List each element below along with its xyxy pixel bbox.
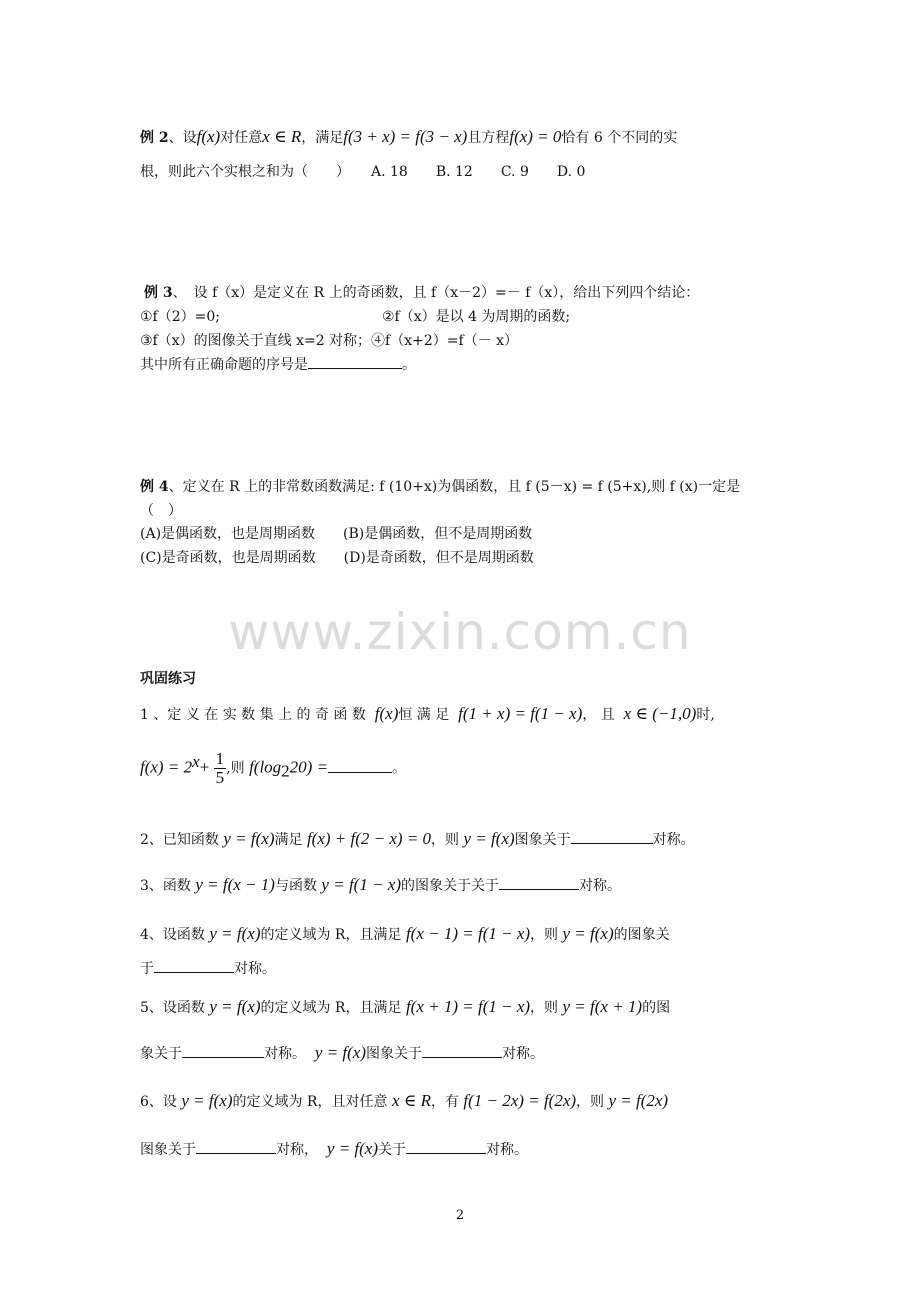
math: f(x) = 2 [140,757,193,777]
math: f(x) [374,704,399,723]
example-3-label: 例 3 [144,285,173,301]
example-2-label: 例 2 [140,130,169,146]
answer-blank[interactable] [328,758,392,773]
math: y = f(x) [209,997,261,1016]
text: 且方程 [467,130,510,146]
practice-title: 巩固练习 [140,671,196,687]
example-4-options-ab: (A)是偶函数，也是周期函数 (B)是偶函数，但不是周期函数 [140,526,533,542]
text: 其中所有正确命题的序号是 [140,357,308,373]
text: 与函数 [274,878,317,894]
math: f(3 + x) = f(3 − x) [343,127,468,146]
text: ，则 [530,927,559,943]
answer-blank[interactable] [308,354,402,369]
fraction [214,750,227,787]
text: 、 设 f（x）是定义在 R 上的奇函数，且 f（x－2）=－ f（x），给出下列四个结论： [172,285,700,301]
answer-blank[interactable] [406,1139,486,1154]
text: 对称。 [264,1046,306,1062]
text: 1 、定 义 在 实 数 集 上 的 奇 函 数 [140,707,366,723]
text: 。 [392,760,407,777]
practice-4-line-1 [140,923,670,946]
example-3-conclusion-1: ①f（2）=0; [140,309,220,325]
practice-5-line-2 [140,1042,544,1065]
math: y = f(x) [223,829,275,848]
practice-4-line-2 [140,958,276,980]
text: 的图 [642,1000,671,1016]
practice-1-line-2 [140,748,406,787]
text: 的图象关于关于 [401,878,500,894]
text: ，则 [576,1094,605,1110]
practice-5-line-1 [140,996,670,1019]
math: y = f(x) [209,924,261,943]
math: y = f(x + 1) [562,997,643,1016]
watermark: www.zixin.com.cn [228,603,692,661]
text: 的定义域为 R，且满足 [260,1000,402,1016]
example-3-question [140,354,416,376]
answer-blank[interactable] [422,1043,502,1058]
text: 恒 满 足 [398,707,450,723]
text: 于 [140,961,154,977]
example-3-conclusion-2: ②f（x）是以 4 为周期的函数; [382,309,571,325]
practice-6-line-2 [140,1138,528,1161]
example-2-line-1 [140,126,677,149]
text: 对称。 [234,961,276,977]
math: y = f(1 − x) [321,875,402,894]
text: 5、设函数 [140,1000,205,1016]
text: 。 [402,357,416,373]
math: y = f(x) [463,829,515,848]
answer-blank[interactable] [196,1139,276,1154]
text: 的图象关 [613,927,670,943]
text: 对称， [276,1142,318,1158]
math: x ∈ (−1,0) [623,704,697,723]
example-4-line-1 [140,476,740,498]
answer-blank[interactable] [154,958,234,973]
text: 时, [696,707,715,723]
answer-blank[interactable] [571,829,653,844]
numerator: 1 [215,749,225,769]
math: f(log [249,757,282,777]
math: y = f(2x) [608,1091,669,1110]
text: 图象关于 [140,1142,196,1158]
practice-1-line-1 [140,703,715,726]
math: f(1 − 2x) = f(2x) [463,1091,577,1110]
text: ,则 [226,760,245,777]
text: 对称。 [486,1142,529,1158]
math: y = f(x − 1) [195,875,275,894]
text: 2、已知函数 [140,832,219,848]
text: 恰有 6 个不同的实 [561,130,678,146]
text: ， 且 [582,707,615,723]
text: 对称。 [502,1046,545,1062]
text: ，满足 [301,130,344,146]
page-number: 2 [455,1208,465,1223]
math: f(x) = 0 [509,127,562,146]
text: 关于 [378,1142,407,1158]
text: 对称。 [652,832,695,848]
denominator: 5 [215,768,225,788]
answer-blank[interactable] [182,1043,264,1058]
example-4-options-cd: (C)是奇函数，也是周期函数 (D)是奇函数，但不是周期函数 [140,550,534,566]
example-4-label: 例 4 [140,479,169,495]
math: + [199,757,210,777]
math: 20) = [289,757,329,777]
text: 对任意 [220,130,263,146]
example-3-conclusions-3-4: ③f（x）的图像关于直线 x=2 对称；④f（x+2）=f（－ x） [140,333,519,349]
subscript: 2 [281,761,290,781]
text: 象关于 [140,1046,182,1062]
text: 的定义域为 R，且满足 [260,927,402,943]
text: 满足 [274,832,303,848]
practice-3 [140,874,621,897]
math: f(1 + x) = f(1 − x) [458,704,583,723]
text: ，则 [431,832,460,848]
text: 6、设 [140,1094,177,1110]
math: x ∈ R [391,1091,431,1110]
practice-6-line-1 [140,1090,668,1113]
text: 的定义域为 R，且对任意 [232,1094,388,1110]
math: x ∈ R [262,127,302,146]
math: f(x − 1) = f(1 − x) [405,924,531,943]
math: y = f(x) [314,1043,367,1062]
text: 、设 [168,130,197,146]
math: y = f(x) [562,924,614,943]
text: 对称。 [579,878,622,894]
answer-blank[interactable] [499,875,579,890]
text: 图象关于 [514,832,571,848]
practice-2 [140,828,695,851]
text: 3、函数 [140,878,191,894]
example-2-line-2: 根，则此六个实根之和为（ ） A. 18 B. 12 C. 9 D. 0 [140,164,586,180]
text: ，则 [530,1000,559,1016]
exponent: x [192,752,200,771]
example-4-line-2: （ ） [140,503,182,519]
math: f(x + 1) = f(1 − x) [405,997,531,1016]
text: 、定义在 R 上的非常数函数满足: f (10+x)为偶函数，且 f (5－x) = f (5+x),则 f (x)一定是 [168,479,741,495]
text: 4、设函数 [140,927,205,943]
math: f(x) [196,127,221,146]
math: f(x) + f(2 − x) = 0 [306,829,432,848]
text: ，有 [430,1094,459,1110]
math: y = f(x) [326,1139,379,1158]
example-3-line-1 [144,282,699,304]
text: 图象关于 [366,1046,423,1062]
math: y = f(x) [181,1091,233,1110]
